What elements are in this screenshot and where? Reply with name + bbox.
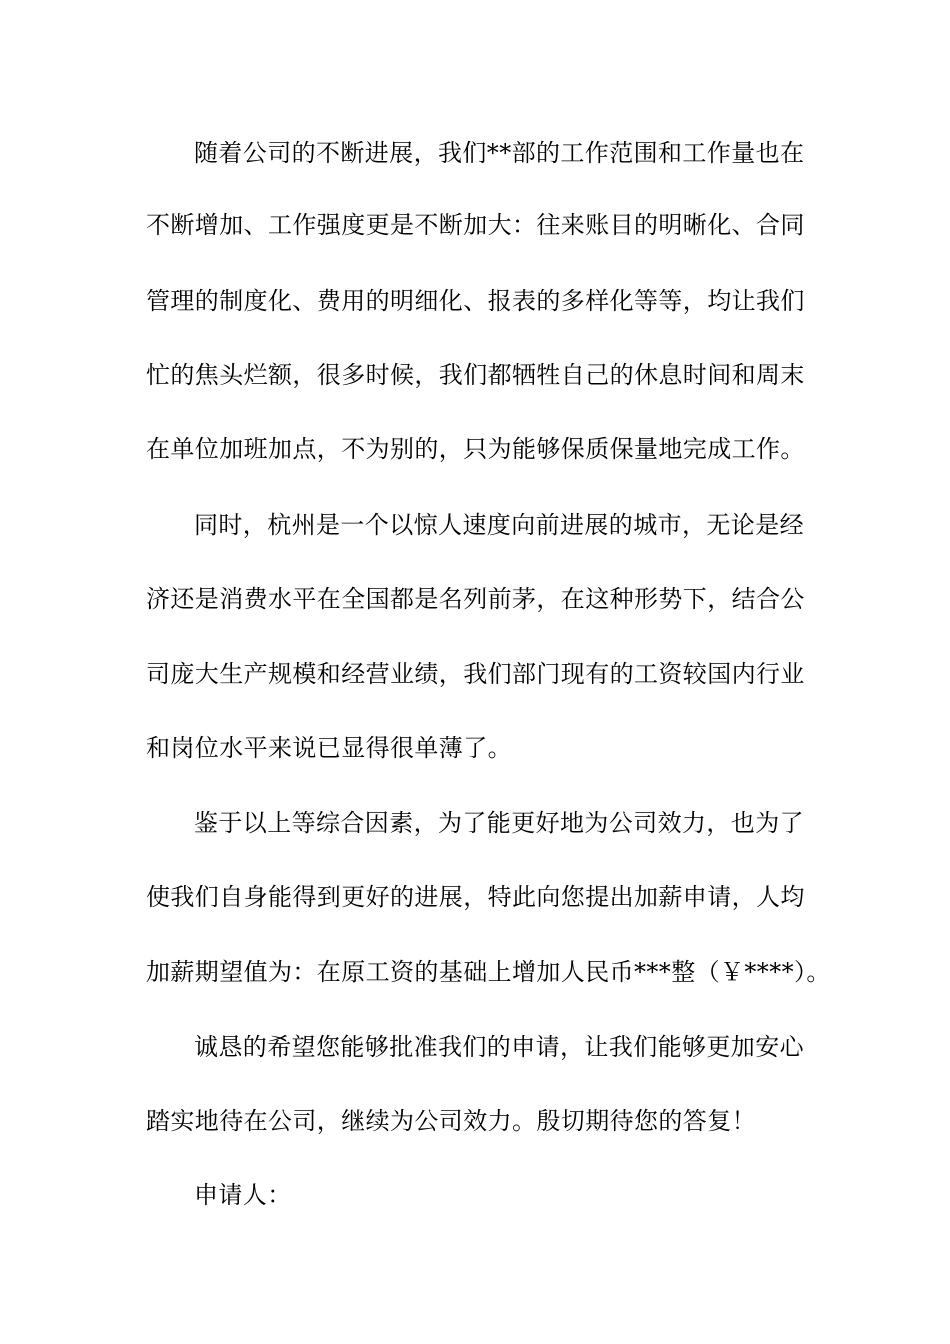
paragraph-2-line-3: 司庞大生产规模和经营业绩，我们部门现有的工资较国内行业 [146,660,805,688]
paragraph-1-line-3: 管理的制度化、费用的明细化、报表的多样化等等，均让我们 [146,287,805,315]
paragraph-3-line-1: 鉴于以上等综合因素，为了能更好地为公司效力，也为了 [194,809,804,837]
paragraph-1-line-4: 忙的焦头烂额，很多时候，我们都牺牲自己的休息时间和周末 [146,361,805,389]
paragraph-2-line-2: 济还是消费水平在全国都是名列前茅，在这种形势下，结合公 [146,585,805,613]
paragraph-3-line-2: 使我们自身能得到更好的进展，特此向您提出加薪申请，人均 [146,883,805,911]
paragraph-1-line-1: 随着公司的不断进展，我们**部的工作范围和工作量也在 [194,139,805,167]
paragraph-3-line-3: 加薪期望值为：在原工资的基础上增加人民币***整（￥****）。 [146,958,831,986]
paragraph-2-line-1: 同时，杭州是一个以惊人速度向前进展的城市，无论是经 [194,511,804,539]
applicant-label: 申请人： [194,1181,292,1209]
paragraph-4-line-2: 踏实地待在公司，继续为公司效力。殷切期待您的答复！ [146,1107,756,1135]
paragraph-1-line-2: 不断增加、工作强度更是不断加大：往来账目的明晰化、合同 [146,211,805,239]
paragraph-2-line-4: 和岗位水平来说已显得很单薄了。 [146,734,512,762]
paragraph-4-line-1: 诚恳的希望您能够批准我们的申请，让我们能够更加安心 [194,1033,804,1061]
paragraph-1-line-5: 在单位加班加点，不为别的，只为能够保质保量地完成工作。 [146,435,805,463]
